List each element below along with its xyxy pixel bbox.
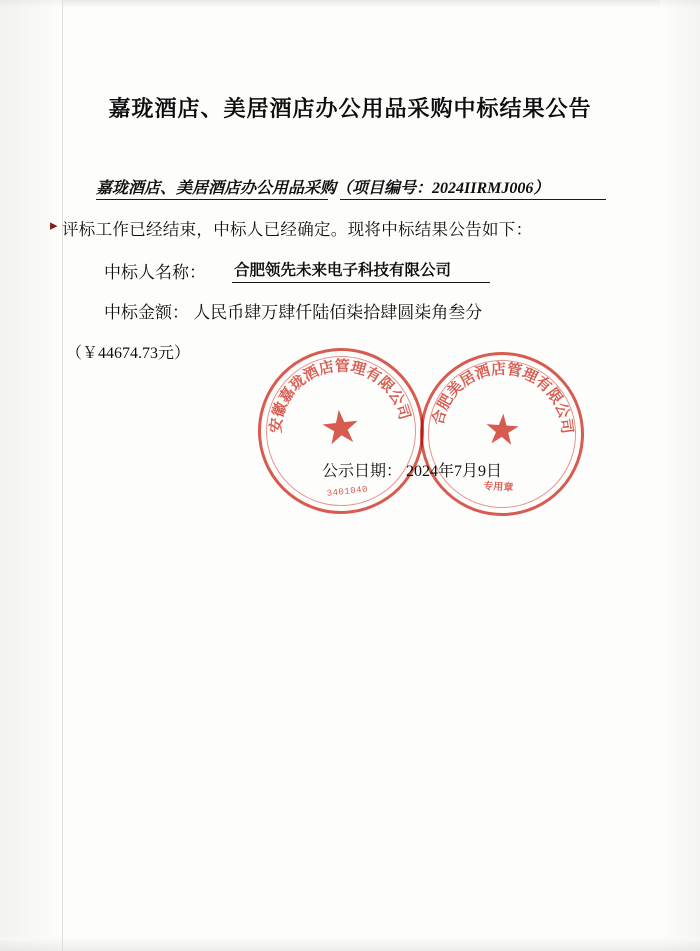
scan-edge-bottom [0,937,700,951]
stamp-left-star-icon: ★ [317,400,364,456]
page-fold-line [62,0,63,951]
bid-amount-value: 人民币肆万肆仟陆佰柒拾肆圆柒角叁分 [193,303,483,322]
stamp-right [414,346,589,521]
publish-date-value: 2024年7月9日 [406,463,503,480]
winner-name-value: 合肥领先未来电子科技有限公司 [234,262,452,279]
stamp-left [250,340,432,522]
bid-amount-numeric: （￥44674.73元） [66,345,191,362]
project-subject: 嘉珑酒店、美居酒店办公用品采购（项目编号：2024IIRMJ006） [96,180,550,197]
body-paragraph: 评标工作已经结束，中标人已经确定。现将中标结果公告如下： [62,220,533,239]
scan-edge-right [660,0,700,951]
publish-date-label: 公示日期： [322,463,403,480]
winner-name-label: 中标人名称： [104,263,206,282]
stamp-left-arc-text: 安徽嘉珑酒店管理有限公司 [268,358,413,434]
scan-edge-left [0,0,62,951]
annotation-caret-icon: ▸ [50,218,58,234]
bid-amount-label: 中标金额： [104,303,189,322]
page-title: 嘉珑酒店、美居酒店办公用品采购中标结果公告 [108,96,592,122]
stamp-right-arc-text: 合肥美居酒店管理有限公司 [430,361,575,435]
stamp-right-star-icon: ★ [481,406,523,456]
bid-amount-line [104,298,482,323]
subject-underline-left [96,199,328,200]
subject-underline-right [340,199,606,200]
scan-edge-top [0,0,700,8]
stamp-right-bottom-text: 专用章 [482,480,514,494]
winner-name-underline [232,282,490,283]
stamp-left-code: 3401040 [326,484,369,499]
